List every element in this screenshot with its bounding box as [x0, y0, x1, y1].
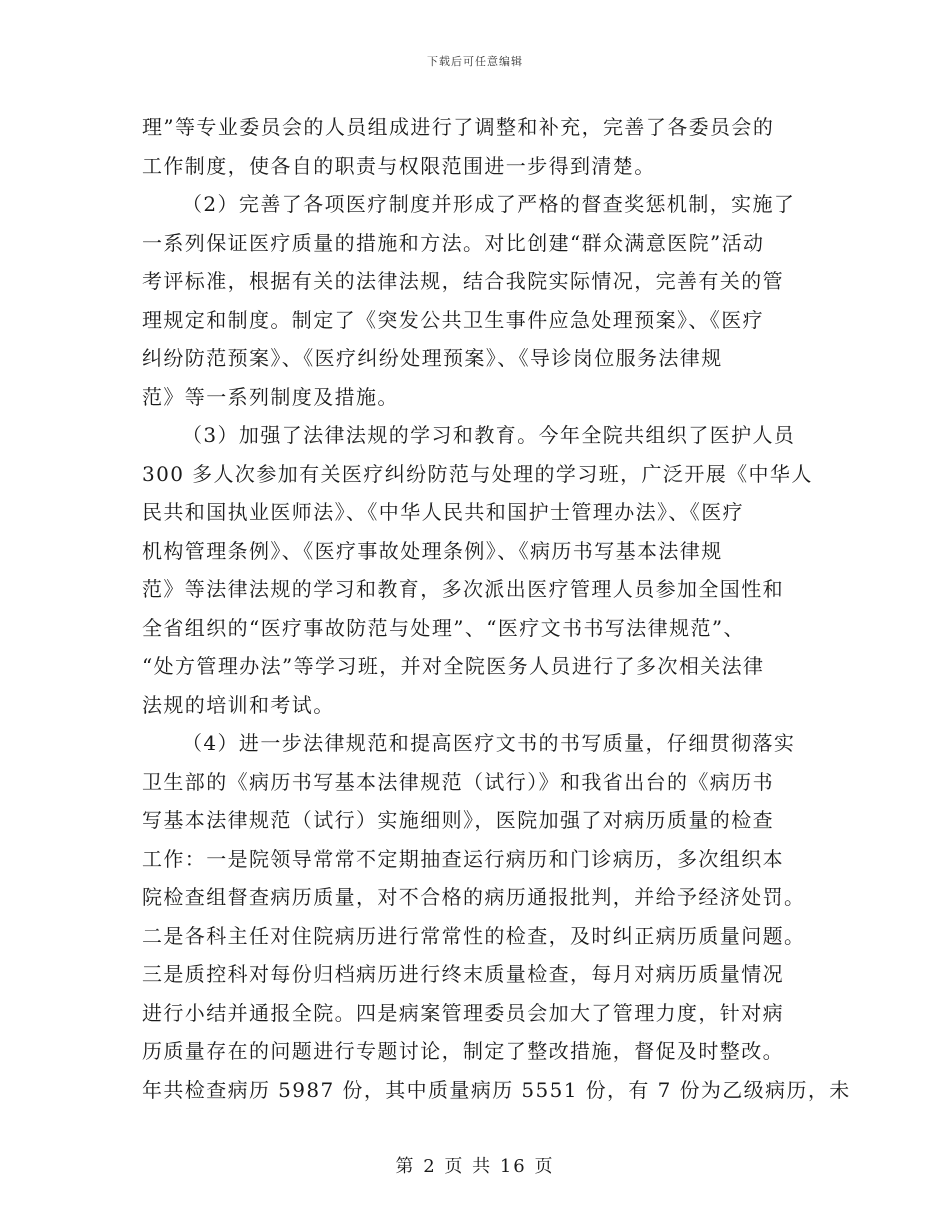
text-line: 写基本法律规范（试行）实施细则》，医院加强了对病历质量的检查 [142, 808, 774, 832]
page-header: 下载后可任意编辑 [427, 55, 523, 68]
text-line: 机构管理条例》、《医疗事故处理条例》、《病历书写基本法律规 [142, 538, 723, 563]
text-line: 范》等一系列制度及措施。 [142, 384, 399, 409]
text-line: 年共检查病历 5987 份，其中质量病历 5551 份，有 7 份为乙级病历，未 [142, 1077, 851, 1102]
paragraph-start-line: （2）完善了各项医疗制度并形成了严格的督查奖惩机制，实施了 [182, 192, 796, 216]
text-line: 院检查组督查病历质量，对不合格的病历通报批判，并给予经济处罚。 [142, 885, 806, 909]
text-line: 卫生部的《病历书写基本法律规范（试行）》和我省出台的《病历书 [142, 769, 774, 794]
text-line: 范》等法律法规的学习和教育，多次派出医疗管理人员参加全国性和 [142, 577, 784, 601]
text-line: 一系列保证医疗质量的措施和方法。对比创建“群众满意医院”活动 [142, 230, 765, 255]
text-line: 全省组织的“医疗事故防范与处理”、“医疗文书书写法律规范”、 [142, 615, 745, 640]
text-line: 理”等专业委员会的人员组成进行了调整和补充，完善了各委员会的 [142, 115, 775, 139]
text-line: “处方管理办法”等学习班，并对全院医务人员进行了多次相关法律 [142, 654, 765, 678]
text-line: 历质量存在的问题进行专题讨论，制定了整改措施，督促及时整改。 [142, 1039, 784, 1063]
text-line: 工作制度，使各自的职责与权限范围进一步得到清楚。 [142, 153, 656, 178]
text-line: 进行小结并通报全院。四是病案管理委员会加大了管理力度，针对病 [142, 1000, 784, 1025]
text-line: 理规定和制度。制定了《突发公共卫生事件应急处理预案》、《医疗 [142, 307, 764, 332]
text-line: 民共和国执业医师法》、《中华人民共和国护士管理办法》、《医疗 [142, 500, 744, 524]
text-line: 二是各科主任对住院病历进行常常性的检查，及时纠正病历质量问题。 [142, 923, 806, 948]
paragraph-start-line: （4）进一步法律规范和提高医疗文书的书写质量，仔细贯彻落实 [182, 731, 796, 755]
paragraph-start-line: （3）加强了法律法规的学习和教育。今年全院共组织了医护人员 [182, 423, 796, 447]
text-line: 法规的培训和考试。 [142, 692, 335, 717]
text-line: 考评标准，根据有关的法律法规，结合我院实际情况，完善有关的管 [142, 269, 784, 293]
text-line: 三是质控科对每份归档病历进行终末质量检查，每月对病历质量情况 [142, 962, 784, 986]
text-line: 工作：一是院领导常常不定期抽查运行病历和门诊病历，多次组织本 [142, 846, 784, 871]
text-line: 300 多人次参加有关医疗纠纷防范与处理的学习班，广泛开展《中华人 [142, 461, 813, 486]
document-body [142, 108, 851, 1109]
page-number: 第 2 页 共 16 页 [395, 1156, 555, 1177]
text-line: 纠纷防范预案》、《医疗纠纷处理预案》、《导诊岗位服务法律规 [142, 346, 723, 370]
